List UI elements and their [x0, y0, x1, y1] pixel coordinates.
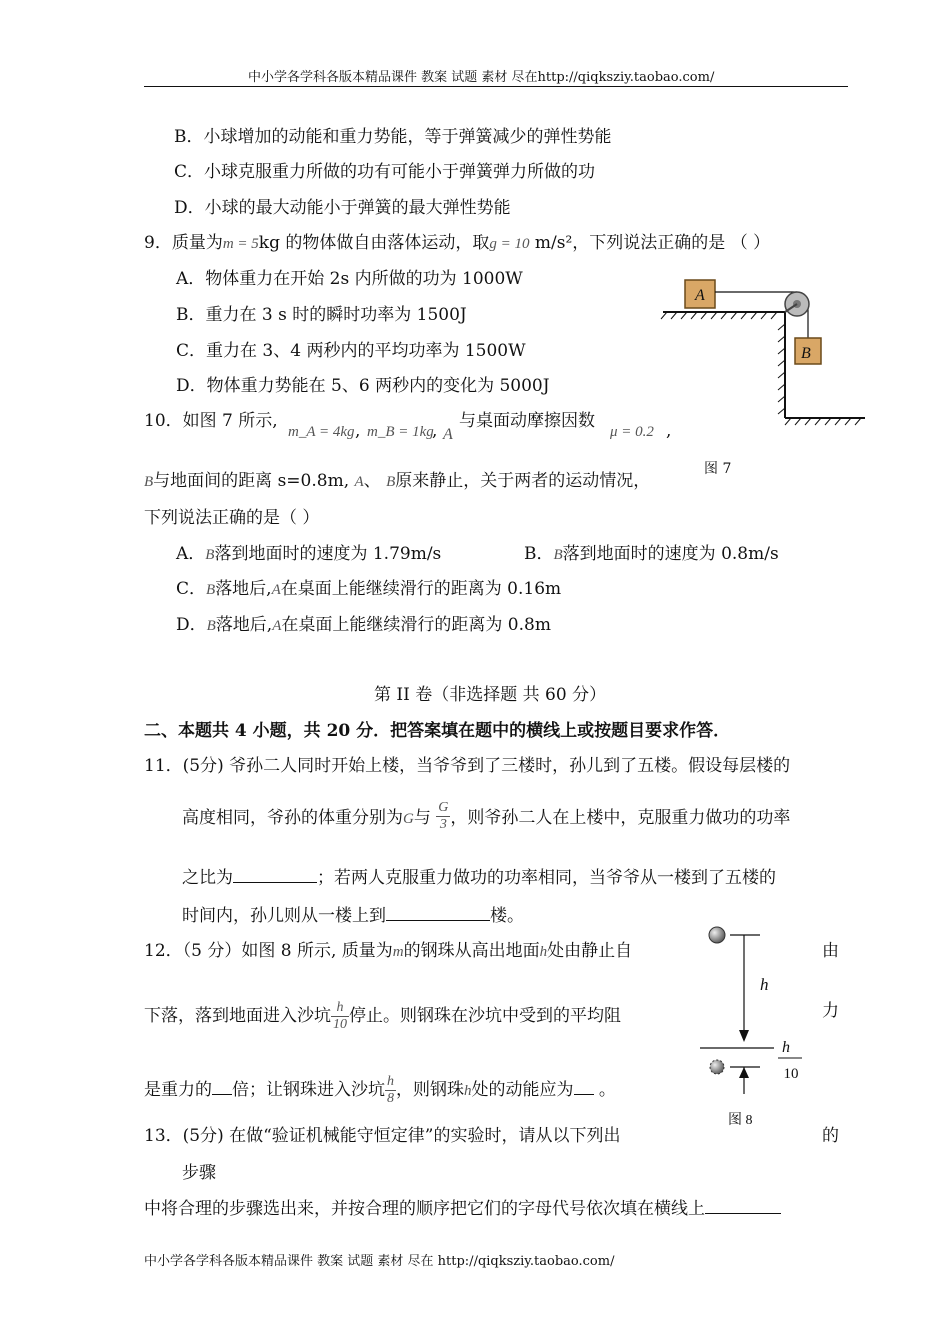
q10-option-d: D．B落地后,A在桌面上能继续滑行的距离为 0.8m: [176, 615, 551, 635]
part2-title: 第 II 卷（非选择题 共 60 分）: [374, 685, 607, 705]
q10-line2: B与地面间的距离 s=0.8m, A、 B原来静止，关于两者的运动情况，: [144, 471, 651, 491]
q10-option-b: B．B落到地面时的速度为 0.8m/s: [524, 544, 779, 564]
figure-7-caption: 图 7: [704, 461, 732, 477]
figure-8-frac-den: 10: [783, 1066, 799, 1082]
q13-line2: 步骤: [182, 1163, 216, 1183]
q8-option-c: C．小球克服重力所做的功有可能小于弹簧弹力所做的功: [174, 162, 596, 182]
figure-8-frac-num: h: [782, 1039, 790, 1056]
header-rule: [144, 86, 848, 87]
q10-stem: 10．如图 7 所示,: [144, 411, 278, 431]
figure-8-steel-ball-diagram: [700, 922, 810, 1132]
q10-mass-b: m_B = 1kg: [367, 424, 434, 440]
q13-line3: 中将合理的步骤选出来，并按合理的顺序把它们的字母代号依次填在横线上: [144, 1197, 781, 1220]
q12-answer-blank-1[interactable]: [212, 1078, 232, 1095]
q12-line1-end: 由: [822, 941, 839, 961]
q11-line3: 之比为 ；若两人克服重力做功的功率相同，当爷爷从一楼到了五楼的: [182, 868, 776, 888]
q12-line2-end: 力: [822, 1001, 839, 1021]
q12-line3: 是重力的 倍；让钢珠进入沙坑 $\frac{h}{8}$ ，则钢珠h处的动能应为 。: [144, 1074, 616, 1106]
q8-option-b: B．小球增加的动能和重力势能，等于弹簧减少的弹性势能: [174, 127, 612, 147]
q10-option-a: A．B落到地面时的速度为 1.79m/s: [176, 544, 442, 564]
steel-ball-bottom: [710, 1060, 724, 1074]
q13-line1-end: 的: [822, 1126, 839, 1146]
q8-option-d: D．小球的最大动能小于弹簧的最大弹性势能: [174, 198, 511, 218]
part2-section-heading: 二、本题共 4 小题，共 20 分．把答案填在题中的横线上或按题目要求作答．: [144, 721, 731, 741]
q11-line2: 高度相同，爷孙的体重分别为G与 $\frac{G}{3}$ ，则爷孙二人在上楼中，克服重力做功的功率: [182, 800, 791, 832]
q10-mu: μ = 0.2: [610, 424, 654, 440]
q9-option-a: A．物体重力在开始 2s 内所做的功为 1000W: [176, 269, 523, 289]
q10-line3: 下列说法正确的是（ ）: [144, 508, 320, 528]
q10-stem-friction: 与桌面动摩擦因数: [459, 411, 595, 431]
q9-option-c: C．重力在 3、4 两秒内的平均功率为 1500W: [176, 341, 526, 361]
q9-option-d: D．物体重力势能在 5、6 两秒内的变化为 5000J: [176, 376, 550, 396]
q12-answer-blank-2[interactable]: [574, 1078, 594, 1095]
q11-answer-blank-2[interactable]: [386, 904, 490, 921]
q11-line1: 11．(5分) 爷孙二人同时开始上楼，当爷爷到了三楼时，孙儿到了五楼。假设每层楼的: [144, 756, 791, 776]
q12-line2: 下落，落到地面进入沙坑 $\frac{h}{10}$ 停止。则钢珠在沙坑中受到的平均阻: [144, 1000, 621, 1032]
q13-answer-blank[interactable]: [705, 1197, 781, 1214]
page-header: 中小学各学科各版本精品课件 教案 试题 素材 尽在http://qiqksziy.taobao.com/: [248, 70, 715, 85]
q10-a-symbol: A: [443, 426, 453, 443]
block-b-label: B: [801, 345, 811, 362]
q9-stem: 9．质量为m = 5kg 的物体做自由落体运动，取g = 10 m/s²，下列说法正确的是 （ ）: [144, 233, 771, 253]
page-footer: 中小学各学科各版本精品课件 教案 试题 素材 尽在 http://qiqksziy.taobao.com/: [144, 1254, 615, 1269]
q13-line1: 13．(5分) 在做“验证机械能守恒定律”的实验时，请从以下列出: [144, 1126, 621, 1146]
q9-option-b: B．重力在 3 s 时的瞬时功率为 1500J: [176, 305, 467, 325]
figure-7-pulley-diagram: [655, 268, 865, 438]
steel-ball-top: [709, 927, 725, 943]
q10-option-c: C．B落地后,A在桌面上能继续滑行的距离为 0.16m: [176, 579, 562, 599]
figure-8-caption: 图 8: [728, 1113, 753, 1128]
figure-8-h-label: h: [760, 975, 769, 994]
q12-line1: 12．（5 分）如图 8 所示, 质量为m的钢珠从高出地面h处由静止自: [144, 941, 633, 961]
block-a-label: A: [695, 287, 705, 304]
q10-mass-a: m_A = 4kg: [288, 424, 355, 440]
q11-answer-blank-1[interactable]: [233, 866, 317, 883]
q11-line4: 时间内，孙儿则从一楼上到 楼。: [182, 906, 524, 926]
